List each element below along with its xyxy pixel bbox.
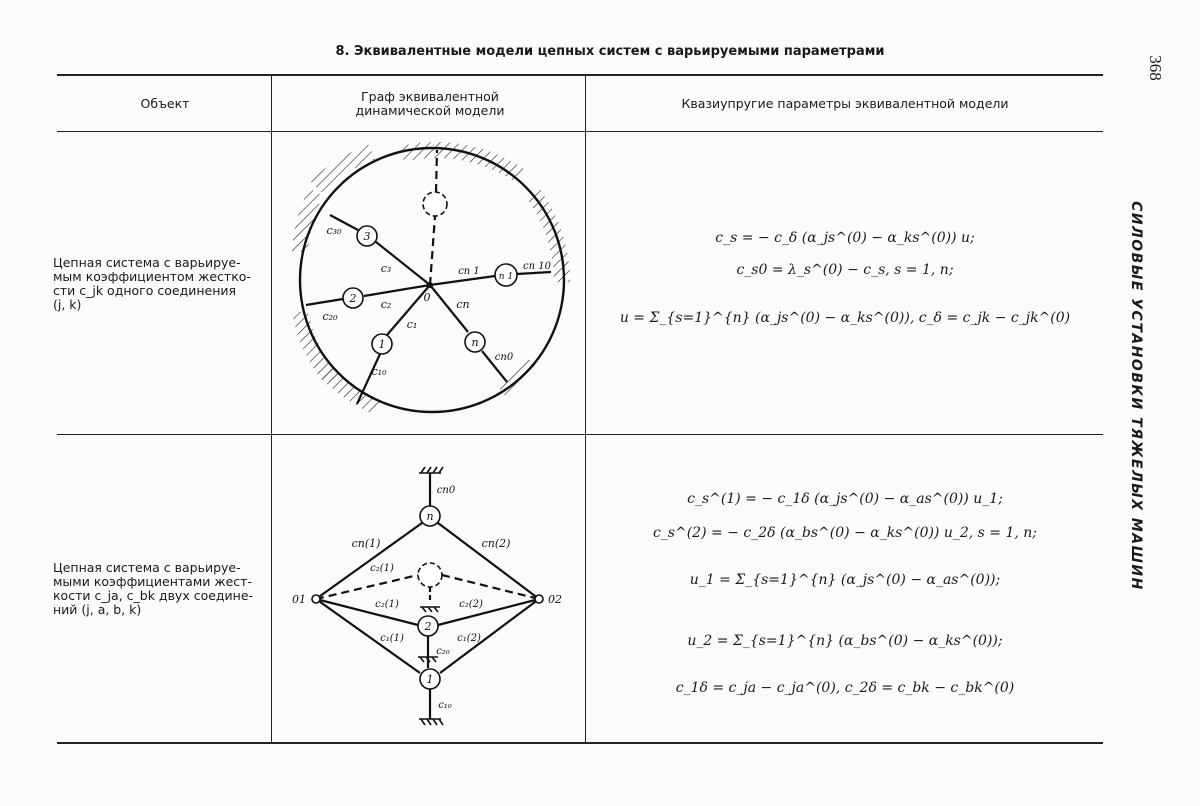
edge-cn2-label: cп(2) — [481, 537, 511, 550]
node-01 — [312, 595, 320, 603]
edge-c10-label: c₁₀ — [371, 365, 387, 378]
edge-cn10-label: cп 10 — [523, 261, 551, 272]
edge-cn10 — [517, 272, 551, 274]
row-2-label-line: кости c_ja, c_bk двух соедине- — [53, 588, 254, 603]
edge-c2-1-lower-label: c₂(1) — [375, 599, 399, 610]
edge-cn1-label: cп(1) — [351, 537, 381, 550]
edge-c1-label: c₁ — [406, 318, 418, 331]
center-node — [427, 282, 433, 288]
row-2-label-line: Цепная система с варьируе- — [53, 560, 241, 575]
edge-c2 — [364, 285, 430, 296]
row-1-object-label — [53, 256, 268, 312]
formula-line: c_s0 = λ_s^(0) − c_s, s = 1, n; — [736, 262, 954, 278]
row-2-label-line: ний (j, a, b, k) — [53, 602, 142, 617]
edge-cn-label: cп — [456, 298, 470, 311]
edge-cn0-label: cп0 — [494, 352, 514, 363]
edge-cn1-label: cп 1 — [458, 266, 480, 277]
column-header-graph-line2: динамической модели — [355, 103, 505, 118]
formula-line: c_s^(2) = − c_2δ (α_bs^(0) − α_ks^(0)) u_2, s = 1, n; — [652, 525, 1038, 541]
edge-cn1 — [430, 276, 495, 285]
node-1-label: 1 — [426, 673, 434, 686]
node-3-label: 3 — [363, 230, 371, 243]
page-header-title: 8. Эквивалентные модели цепных систем с варьируемыми параметрами — [335, 44, 885, 59]
center-label: 0 — [423, 291, 431, 304]
column-header-graph — [275, 90, 585, 118]
edge-c30-label: c₃₀ — [326, 224, 342, 237]
column-header-graph-line1: Граф эквивалентной — [361, 89, 499, 104]
edge-c2-1-upper-label: c₂(1) — [370, 563, 394, 574]
row-1-formulas — [590, 132, 1100, 434]
row-1-label-line: Цепная система с варьируе- — [53, 255, 241, 270]
edge-c3-label: c₃ — [380, 262, 392, 275]
node-2-label: 2 — [424, 620, 432, 633]
node-n-label: n — [471, 336, 479, 349]
row-2-graph-diagram — [272, 435, 585, 741]
table-bottom-rule — [57, 742, 1103, 744]
node-02 — [535, 595, 543, 603]
edge-01-2 — [316, 599, 418, 625]
node-1-label: 1 — [378, 338, 386, 351]
table-top-rule — [57, 74, 1103, 76]
edge-01-1 — [316, 599, 420, 673]
row-1-graph-diagram — [272, 132, 585, 434]
formula-line: u_2 = Σ_{s=1}^{n} (α_bs^(0) − α_ks^(0)); — [687, 633, 1003, 649]
row-1-label-line: мым коэффициентом жестко- — [53, 269, 251, 284]
edge-c20-label: c₂₀ — [322, 310, 338, 323]
edge-c1-1-label: c₁(1) — [380, 633, 404, 644]
row-2-formulas — [590, 435, 1100, 741]
node-dashed — [418, 563, 442, 587]
column-divider-2 — [585, 76, 586, 742]
column-header-object: Объект — [140, 96, 190, 111]
edge-cn0-label: cп0 — [436, 485, 456, 496]
edge-c1-2-label: c₁(2) — [457, 633, 481, 644]
edge-1-02 — [440, 599, 539, 673]
edge-c2-label: c₂ — [380, 298, 392, 311]
row-1-label-line: (j, k) — [53, 297, 82, 312]
edge-c20-label: c₂₀ — [436, 646, 450, 657]
edge-2-02 — [438, 599, 539, 625]
node-n1-label: n 1 — [498, 272, 514, 282]
formula-line: u_1 = Σ_{s=1}^{n} (α_js^(0) − α_as^(0)); — [689, 572, 1001, 588]
edge-c10-label: c₁₀ — [438, 700, 452, 711]
edge-c20 — [306, 299, 343, 305]
formula-line: c_s = − c_δ (α_js^(0) − α_ks^(0)) u; — [715, 230, 975, 246]
node-01-label: 01 — [292, 593, 306, 606]
column-header-params: Квазиупругие параметры эквивалентной модели — [681, 96, 1009, 111]
row-2-object-label — [53, 561, 268, 617]
page-number: 368 — [1146, 55, 1165, 81]
formula-line: c_s^(1) = − c_1δ (α_js^(0) − α_as^(0)) u_1; — [687, 491, 1003, 507]
node-2-label: 2 — [349, 292, 357, 305]
formula-line: u = Σ_{s=1}^{n} (α_js^(0) − α_ks^(0)), c_δ = c_jk − c_jk^(0) — [619, 310, 1071, 326]
edge-dashed — [430, 216, 435, 285]
node-n-label: n — [426, 510, 434, 523]
row-1-label-line: сти c_jk одного соединения — [53, 283, 237, 298]
node-dashed — [423, 192, 447, 216]
formula-line: c_1δ = c_ja − c_ja^(0), c_2δ = c_bk − c_bk^(0) — [675, 680, 1015, 696]
node-02-label: 02 — [548, 593, 562, 606]
edge-c2-2-label: c₂(2) — [459, 599, 483, 610]
edge-n-02 — [438, 523, 539, 599]
row-2-label-line: мыми коэффициентами жест- — [53, 574, 252, 589]
